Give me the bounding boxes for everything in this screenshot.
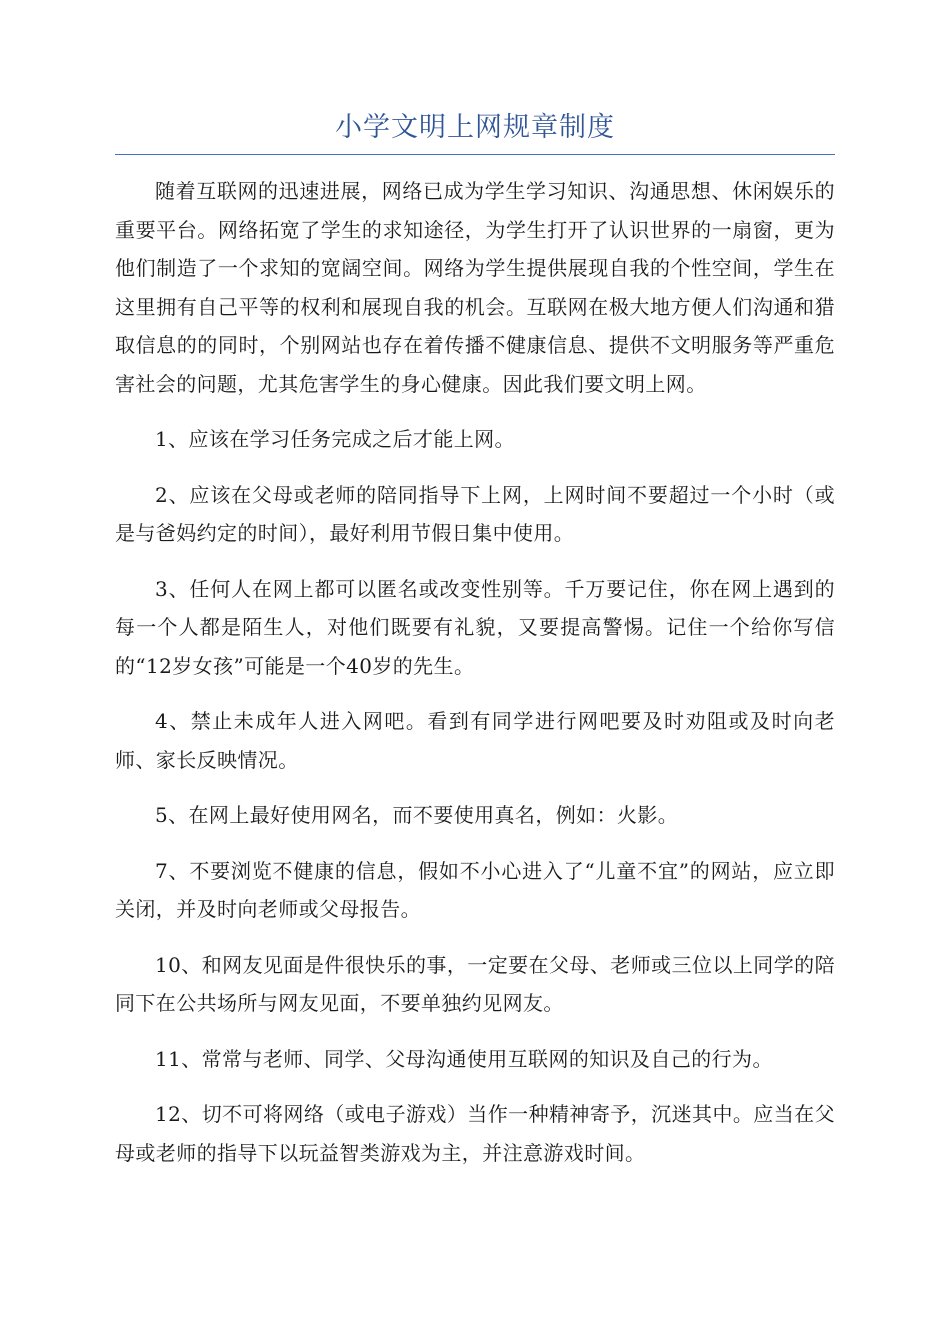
- rule-item-3: 3、任何人在网上都可以匿名或改变性别等。千万要记住，你在网上遇到的每一个人都是陌生人，对他们既要有礼貌，又要提高警惕。记住一个给你写信的“12岁女孩”可能是一个40岁的先生。: [115, 576, 835, 678]
- rule-item-11: 11、常常与老师、同学、父母沟通使用互联网的知识及自己的行为。: [155, 1046, 773, 1071]
- intro-paragraph: 随着互联网的迅速进展，网络已成为学生学习知识、沟通思想、休闲娱乐的重要平台。网络拓宽了学生的求知途径，为学生打开了认识世界的一扇窗，更为他们制造了一个求知的宽阔空间。网络为学生提供展现自我的个性空间，学生在这里拥有自己平等的权利和展现自我的机会。互联网在极大地方便人们沟通和猎取信息的的同时，个别网站也存在着传播不健康信息、提供不文明服务等严重危害社会的问题，尤其危害学生的身心健康。因此我们要文明上网。: [115, 179, 835, 396]
- rule-item-7: 7、不要浏览不健康的信息，假如不小心进入了“儿童不宜”的网站，应立即关闭，并及时向老师或父母报告。: [115, 858, 835, 921]
- rule-item-5: 5、在网上最好使用网名，而不要使用真名，例如：火影。: [155, 803, 679, 827]
- rule-item-1: 1、应该在学习任务完成之后才能上网。: [155, 427, 515, 451]
- rule-item-2: 2、应该在父母或老师的陪同指导下上网，上网时间不要超过一个小时（或是与爸妈约定的时间），最好利用节假日集中使用。: [115, 482, 835, 545]
- title-underline: [115, 154, 835, 155]
- rule-item-4: 4、禁止未成年人进入网吧。看到有同学进行网吧要及时劝阻或及时向老师、家长反映情况。: [115, 709, 835, 772]
- rule-item-12: 12、切不可将网络（或电子游戏）当作一种精神寄予，沉迷其中。应当在父母或老师的指导下以玩益智类游戏为主，并注意游戏时间。: [115, 1102, 835, 1165]
- document-body: [115, 172, 835, 1189]
- document-title: 小学文明上网规章制度: [335, 112, 615, 143]
- rule-item-10: 10、和网友见面是件很快乐的事，一定要在父母、老师或三位以上同学的陪同下在公共场所与网友见面，不要单独约见网友。: [115, 952, 835, 1015]
